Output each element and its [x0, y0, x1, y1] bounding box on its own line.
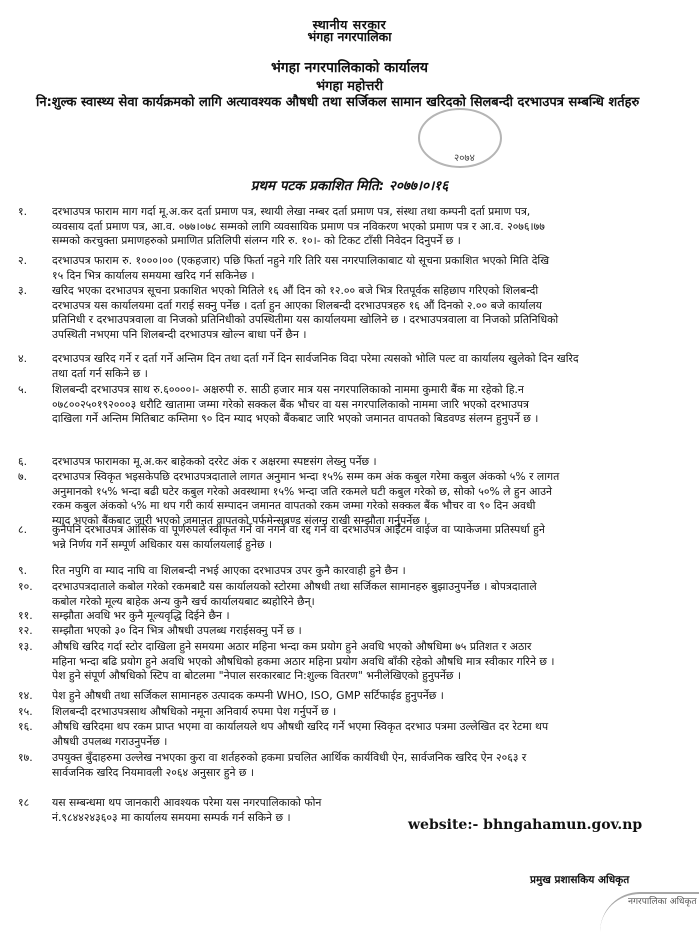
header-location: भंगहा महोत्तरी [316, 79, 383, 94]
list-item-text: दरभाउपत्र फाराम रु. १०००।०० (एकहजार) पछि फिर्ता नहुने गरि तिरि यस नगरपालिकाबाट यो सूचना प्रकाशित भएको मिति देखि १५ दिन भित्र कार्यालय समयमा खरिद गर्न सकिनेछ । [52, 254, 550, 282]
list-item-number: १४. [18, 689, 33, 702]
list-item-text: दरभाउपत्रदाताले कबोल गरेको रकमबाटै यस कार्यालयको स्टोरमा औषधी तथा सर्जिकल सामानहरु बुझाउनुपर्नेछ । बोपत्रदाताले कबोल गरेको मूल्य बाहेक अन्य कुनै खर्च कार्यालयबाट ब्यहोरिने छैन्। [52, 580, 537, 608]
list-item-number: १५. [18, 705, 33, 718]
signer-title: प्रमुख प्रशासकिय अधिकृत [530, 874, 630, 886]
list-item-text: सम्झौता भएको ३० दिन भित्र औषधी उपलब्ध गराईसक्नु पर्ने छ । [52, 624, 302, 637]
list-item-number: ६. [18, 455, 28, 468]
header-office: भंगहा नगरपालिकाको कार्यालय [270, 60, 429, 76]
list-item-number: ८. [18, 523, 28, 536]
list-item-text: उपयुक्त बुँदाहरुमा उल्लेख नभएका कुरा वा शर्तहरुको हकमा प्रचलित आर्थिक कार्यविधी ऐन, सार्वजनिक खरिद ऐन २०६३ र सार्वजनिक खरिद नियमावली २०६४ अनुसार हुने छ । [52, 751, 527, 779]
list-item-text: दरभाउपत्र फाराम माग गर्दा मू.अ.कर दर्ता प्रमाण पत्र, स्थायी लेखा नम्बर दर्ता प्रमाण पत्र, संस्था तथा कम्पनी दर्ता प्रमाण पत्र, व्यवसाय दर्ता प्रमाण पत्र, आ.व. ०७७।०७८ सम्मको लागि व्यवसायिक प्रमाण पत्र नविकरण भएको प्रमाण पत्र र आ.व. २०७६।७७ सम्मको करचुक्ता प्रमाणहरुको प्रमाणित प्रतिलिपी संलग्न गरि रु. १०।- को टिकट टाँसी निवेदन दिनुपर्ने छ । [52, 205, 545, 248]
list-item-text: दरभाउपत्र खरिद गर्ने र दर्ता गर्ने अन्तिम दिन तथा दर्ता गर्ने दिन सार्वजनिक विदा परेमा त्यसको भोलि पल्ट वा कार्यालय खुलेको दिन खरिद तथा दर्ता गर्न सकिने छ । [52, 352, 579, 380]
list-item-text: रित नपुगि वा म्याद नाघि वा शिलबन्दी नभई आएका दरभाउपत्र उपर कुनै कारवाही हुने छैन । [52, 564, 406, 577]
list-item-number: २. [18, 254, 28, 267]
list-item-text: पेश हुने औषधी तथा सर्जिकल सामानहरु उत्पादक कम्पनी WHO, ISO, GMP सर्टिफाईड हुनुपर्नेछ । [52, 689, 444, 702]
list-item-text: शिलबन्दी दरभाउपत्र साथ रु.६००००।- अक्षरुपी रु. साठी हजार मात्र यस नगरपालिकाको नाममा कुमारी बैंक मा रहेको हि.न ०७८००२५०१९२०००३ धरौटि खातामा जम्मा गरेको सक्कल बैंक भौचर वा यस नगरपालिकाको नाममा जारि भएको दरभाउपत्र दाखिला गर्ने अन्तिम मितिबाट कम्तिमा ९० दिन म्याद भएको बैंकबाट जारि भएको जमानत वापतको बिडवण्ड संलग्न हुनुपर्ने छ । [52, 383, 539, 426]
list-item-text: दरभाउपत्र स्विकृत भइसकेपछि दरभाउपत्रदाताले लागत अनुमान भन्दा १५% सम्म कम अंक कबुल गरेमा कबुल अंकको ५% र लागत अनुमानको १५% भन्दा बढी घटेर कबुल गरेको अवस्थामा १५% भन्दा जति रकमले घटी कबुल गरेको छ, सोको ५०% ले हुन आउने रकम कबुल अंकको ५% मा थप गरी कार्य सम्पादन जमानत वापतको रकम जम्मा गरेको सक्कल बैंक भौचर वा ९० दिन अवधी म्याद भएको बैंकबाट जारी भएको जमानत वापतको पर्फमेन्सबण्ड संलग्न राखी सम्झौता गर्नुपर्नेछ । [52, 470, 560, 527]
seal-number: २०७४ [454, 153, 475, 164]
list-item-text: दरभाउपत्र फारामका मू.अ.कर बाहेकको दररेट अंक र अक्षरमा स्पष्टसंग लेख्नु पर्नेछ । [52, 455, 377, 468]
list-item-text: औषधि खरिद गर्दा स्टोर दाखिला हुने समयमा अठार महिना भन्दा कम प्रयोग हुने अवधि भएको औषधिमा ७५ प्रतिशत र अठार महिना भन्दा बढि प्रयोग हुने अवधि भएको औषधिको हकमा अठार महिना प्रयोग अवधि बाँकी रहेको औषधि मात्र स्वीकार गरिने छ । पेश हुने संपूर्ण औषधिको स्टिप वा बोटलमा "नेपाल सरकारबाट नि:शुल्क वितरण" भनीलेखिएको हुनुपर्नेछ । [52, 640, 555, 683]
list-item-number: १०. [18, 580, 33, 593]
notice-subject: नि:शुल्क स्वास्थ्य सेवा कार्यक्रमको लागि अत्यावश्यक औषधी तथा सर्जिकल सामान खरिदको सिलबन्दी दरभाउपत्र सम्बन्धि शर्तहरु [36, 95, 640, 110]
website-text: website:- bhngahamun.gov.np [408, 817, 643, 833]
list-item-number: १२. [18, 624, 33, 637]
list-item-number: ११. [18, 609, 33, 622]
header-municipality: भंगहा नगरपालिका [307, 29, 392, 44]
header-local-government: स्थानीय सरकार [312, 17, 387, 32]
list-item-number: १७. [18, 751, 33, 764]
publish-date: प्रथम पटक प्रकाशित मिति: २०७७।०।१६ [250, 178, 449, 194]
list-item-number: ४. [18, 352, 28, 365]
list-item-text: औषधि खरिदमा थप रकम प्राप्त भएमा वा कार्यालयले थप औषधी खरिद गर्ने भएमा स्विकृत दरभाउ पत्रमा उल्लेखित दर रेटमा थप औषधी उपलब्ध गराउनुपर्नेछ । [52, 720, 549, 748]
list-item-number: ७. [18, 470, 28, 483]
list-item-text: यस सम्बन्धमा थप जानकारी आवश्यक परेमा यस नगरपालिकाको फोन नं.९८४४२४३६०३ मा कार्यालय समयमा सम्पर्क गर्न सकिने छ । [52, 796, 322, 824]
list-item-text: सम्झौता अवधि भर कुनै मूल्यवृद्धि दिईने छैन । [52, 609, 230, 622]
list-item-number: १. [18, 205, 28, 218]
list-item-text: कुनैपनि दरभाउपत्र आंसिक वा पूर्णरुपले स्वीकृत गर्ने वा नगर्ने वा रद्द गर्ने वा दरभाउपत्र आईटम वाईज वा प्याकेजमा प्रतिस्पर्धा हुने भन्ने निर्णय गर्ने सम्पूर्ण अधिकार यस कार्यालयलाई हुनेछ । [52, 523, 545, 551]
list-item-text: खरिद भएका दरभाउपत्र सूचना प्रकाशित भएको मितिले १६ औं दिन को १२.०० बजे भित्र रितपूर्वक सहिछाप गरिएको शिलबन्दी दरभाउपत्र यस कार्यालयमा दर्ता गराई सक्नु पर्नेछ । दर्ता हुन आएका शिलबन्दी दरभाउपत्रहरु १६ औं दिनको २.०० बजे कार्यालय प्रतिनिधी र दरभाउपत्रवाला वा निजको प्रतिनिधीको उपस्थितीमा यस कार्यालयमा खोलिने छ । दरभाउपत्रवाला वा निजको प्रतिनिधिको उपस्थिती नभएमा पनि शिलबन्दी दरभाउपत्र खोल्न बाधा पर्ने छैन । [52, 284, 559, 341]
list-item-text: शिलबन्दी दरभाउपत्रसाथ औषधिको नमूना अनिवार्य रुपमा पेश गर्नुपर्ने छ । [52, 705, 337, 718]
list-item-number: १६. [18, 720, 33, 733]
list-item-number: ३. [18, 284, 28, 297]
list-item-number: ५. [18, 383, 28, 396]
list-item-number: १८ [18, 796, 30, 809]
list-item-number: ९. [18, 564, 28, 577]
list-item-number: १३. [18, 640, 33, 653]
corner-stamp-text: नगरपालिका अधिकृत [628, 897, 697, 907]
